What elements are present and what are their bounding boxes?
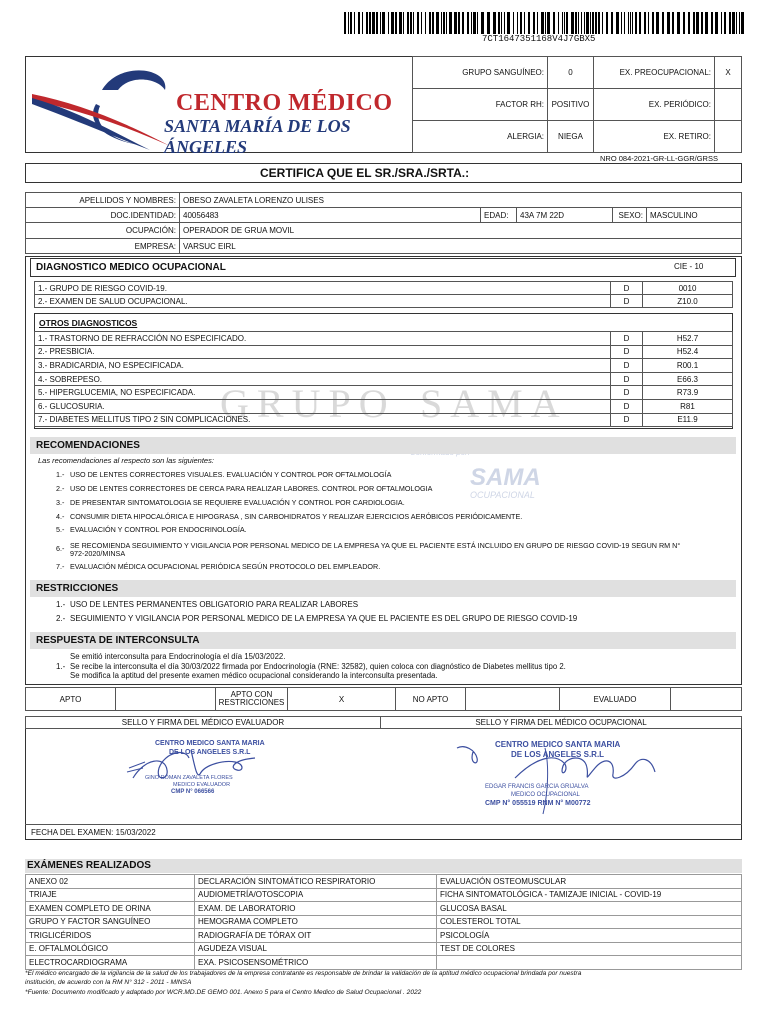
barcode-bar	[732, 12, 735, 34]
left-signature-icon	[125, 738, 285, 808]
barcode-bar	[413, 12, 414, 34]
barcode-bar	[644, 12, 646, 34]
recomendacion-text: EVALUACIÓN MÉDICA OCUPACIONAL PERIÓDICA SEGÚN PROTOCOLO DEL EMPLEADOR.	[70, 562, 381, 571]
barcode-bar	[446, 12, 447, 34]
examen-cell: PSICOLOGÍA	[436, 928, 742, 943]
examen-cell: FICHA SINTOMATOLÓGICA - TAMIZAJE INICIAL - COVID-19	[436, 888, 742, 903]
apto-value	[115, 687, 216, 711]
barcode-bar	[724, 12, 726, 34]
barcode-bar	[417, 12, 419, 34]
footnote: *Fuente: Documento modificado y adaptado por WCR.MD.DE GEMO 001. Anexo 5 para el Centro Medico de Salud Ocupacional . 2022	[25, 989, 422, 996]
otros-diag-flag: D	[610, 331, 643, 346]
examen-cell: HEMOGRAMA COMPLETO	[194, 915, 437, 930]
barcode-code: 7CT1647351168V4J7GBX5	[482, 34, 596, 44]
barcode-bar	[388, 12, 389, 34]
examen-cell: TRIGLICÉRIDOS	[25, 928, 195, 943]
barcode-bar	[391, 12, 394, 34]
evaluado-value	[670, 687, 742, 711]
examen-cell: AGUDEZA VISUAL	[194, 942, 437, 957]
periodico-label: EX. PERIÓDICO:	[593, 88, 715, 121]
barcode-bar	[590, 12, 591, 34]
apto-restricciones-line2: RESTRICCIONES	[218, 698, 285, 707]
interconsulta-line: Se emitió interconsulta para Endocrinología el día 15/03/2022.	[70, 652, 286, 661]
restriccion-number: 1.-	[56, 600, 66, 609]
barcode-bar	[598, 12, 600, 34]
cie-label: CIE - 10	[674, 262, 704, 271]
left-stamp-role: MEDICO EVALUADOR	[173, 782, 231, 788]
barcode-bar	[528, 12, 530, 34]
nro-document: NRO 084-2021-GR-LL-GGR/GRSS	[600, 154, 718, 163]
recomendacion-number: 6.-	[56, 544, 65, 553]
right-stamp-name: EDGAR FRANCIS GARCIA GRIJALVA	[485, 784, 589, 790]
barcode-bar	[606, 12, 608, 34]
barcode-bar	[628, 12, 629, 34]
barcode-bar	[672, 12, 674, 34]
barcode-bar	[380, 12, 381, 34]
barcode-bar	[471, 12, 472, 34]
otros-diag-text: 6.- GLUCOSURIA.	[34, 399, 611, 414]
otros-diag-text: 3.- BRADICARDIA, NO ESPECIFICADA.	[34, 358, 611, 373]
examen-cell: E. OFTALMOLÓGICO	[25, 942, 195, 957]
otros-diag-text: 4.- SOBREPESO.	[34, 372, 611, 387]
examen-cell: ANEXO 02	[25, 874, 195, 889]
barcode-bar	[507, 12, 510, 34]
barcode-bar	[443, 12, 445, 34]
barcode-bar	[350, 12, 352, 34]
otros-diag-code: E11.9	[642, 413, 733, 428]
barcode-bar	[566, 12, 568, 34]
barcode-bar	[578, 12, 579, 34]
barcode-bar	[421, 12, 422, 34]
interconsulta-line: Se recibe la interconsulta el día 30/03/2022 firmada por Endocrinología (RNE: 32582), quien coloca con diagnóstico de Diabetes mellitus tipo 2.	[70, 661, 566, 671]
barcode-bar	[473, 12, 476, 34]
otros-diag-flag: D	[610, 385, 643, 400]
right-signature-icon	[455, 738, 665, 818]
barcode-bar	[429, 12, 431, 34]
barcode-bar	[635, 12, 637, 34]
barcode-bar	[662, 12, 664, 34]
barcode-bar	[533, 12, 535, 34]
retiro-label: EX. RETIRO:	[593, 120, 715, 153]
otros-diag-text: 7.- DIABETES MELLITUS TIPO 2 SIN COMPLICACIONES.	[34, 413, 611, 428]
barcode-bar	[403, 12, 404, 34]
barcode-bar	[584, 12, 585, 34]
examen-cell: DECLARACIÓN SINTOMÁTICO RESPIRATORIO	[194, 874, 437, 889]
recomendaciones-header	[30, 437, 736, 454]
recomendacion-text: EVALUACIÓN Y CONTROL POR ENDOCRINOLOGÍA.	[70, 525, 247, 534]
barcode-bar	[621, 12, 622, 34]
examen-cell: TRIAJE	[25, 888, 195, 903]
examen-cell: EXA. PSICOSENSOMÉTRICO	[194, 955, 437, 970]
diag-flag: D	[610, 281, 643, 295]
barcode-bar	[487, 12, 490, 34]
barcode-bar	[358, 12, 360, 34]
right-stamp-role: MEDICO OCUPACIONAL	[511, 792, 580, 798]
logo-line1: CENTRO MÉDICO	[176, 90, 393, 116]
diag-code: Z10.0	[642, 294, 733, 308]
examen-cell: GLUCOSA BASAL	[436, 901, 742, 916]
barcode-bar	[454, 12, 457, 34]
otros-diag-flag: D	[610, 399, 643, 414]
barcode-bar	[696, 12, 699, 34]
diag-text: 2.- EXAMEN DE SALUD OCUPACIONAL.	[34, 294, 611, 308]
barcode-bar	[382, 12, 385, 34]
empresa-value: VARSUC EIRL	[179, 238, 742, 254]
barcode-bar	[558, 12, 559, 34]
barcode-bar	[432, 12, 434, 34]
preocupacional-label: EX. PREOCUPACIONAL:	[593, 56, 715, 89]
barcode-bar	[395, 12, 397, 34]
recomendacion-text-cont: 972-2020/MINSA	[70, 549, 126, 558]
ocupacion-value: OPERADOR DE GRUA MOVIL	[179, 222, 742, 239]
recomendacion-text: USO DE LENTES CORRECTORES DE CERCA PARA REALIZAR LABORES. CONTROL POR OFTALMOLOGIA	[70, 484, 433, 493]
left-stamp-line2: DE LOS ANGELES S.R.L	[169, 749, 251, 756]
barcode-bar	[705, 12, 708, 34]
examen-cell: ELECTROCARDIOGRAMA	[25, 955, 195, 970]
otros-diag-code: H52.4	[642, 345, 733, 360]
recomendacion-number: 5.-	[56, 525, 65, 534]
barcode-bar	[520, 12, 522, 34]
doc-value: 40056483	[179, 207, 481, 223]
recomendacion-number: 7.-	[56, 562, 65, 571]
interconsulta-header	[30, 632, 736, 649]
right-stamp	[455, 738, 665, 818]
barcode-bar	[344, 12, 346, 34]
barcode-bar	[602, 12, 603, 34]
interconsulta-line: Se modifica la aptitud del presente examen médico ocupacional considerando la interconsulta presentada.	[70, 671, 438, 680]
recomendacion-number: 2.-	[56, 484, 65, 493]
no-apto-label: NO APTO	[395, 687, 466, 711]
recomendaciones-title: RECOMENDACIONES	[36, 440, 140, 451]
preocupacional-value: X	[714, 56, 742, 89]
right-stamp-line2: DE LOS ANGELES S.R.L	[511, 750, 605, 759]
alergia-value: NIEGA	[547, 120, 594, 153]
otros-diag-code: R00.1	[642, 358, 733, 373]
empresa-label: EMPRESA:	[25, 238, 180, 254]
recomendacion-number: 3.-	[56, 498, 65, 507]
barcode-bar	[616, 12, 619, 34]
barcode-bar	[677, 12, 680, 34]
barcode-bar	[624, 12, 625, 34]
otros-diag-flag: D	[610, 413, 643, 428]
watermark-grupo: GRUPO	[220, 381, 396, 426]
diag-text: 1.- GRUPO DE RIESGO COVID-19.	[34, 281, 611, 295]
grupo-value: 0	[547, 56, 594, 89]
barcode-bar	[741, 12, 744, 34]
barcode	[344, 12, 746, 34]
examen-cell: EVALUACIÓN OSTEOMUSCULAR	[436, 874, 742, 889]
barcode-bar	[348, 12, 349, 34]
recomendaciones-intro: Las recomendaciones al respecto son las siguientes:	[38, 456, 214, 465]
footnote: institución, de acuerdo con la RM N° 312 - 2011 - MINSA	[25, 979, 192, 986]
barcode-bar	[407, 12, 409, 34]
factor-value: POSITIVO	[547, 88, 594, 121]
barcode-bar	[701, 12, 703, 34]
grupo-label: GRUPO SANGUÍNEO:	[412, 56, 548, 89]
certificate-title: CERTIFICA QUE EL SR./SRA./SRTA.:	[260, 166, 470, 180]
recomendacion-text: CONSUMIR DIETA HIPOCALÓRICA E HIPOGRASA , SIN CARBOHIDRATOS Y REALIZAR EJERCICIOS AERÓBICOS PERIÓDICAMENTE.	[70, 512, 523, 521]
barcode-bar	[693, 12, 695, 34]
otros-diag-text: 5.- HIPERGLUCEMIA, NO ESPECIFICADA.	[34, 385, 611, 400]
edad-label: EDAD:	[480, 207, 517, 223]
restriccion-number: 2.-	[56, 614, 66, 623]
barcode-bar	[547, 12, 550, 34]
barcode-bar	[545, 12, 546, 34]
barcode-bar	[639, 12, 641, 34]
footnote: *El médico encargado de la vigilancia de la salud de los trabajadores de la empresa contratante es responsable de brindar la validación de la aptitud médico ocupacional brindada por nuestra	[25, 970, 582, 977]
sexo-value: MASCULINO	[646, 207, 742, 223]
barcode-bar	[711, 12, 713, 34]
examen-cell: EXAM. DE LABORATORIO	[194, 901, 437, 916]
examen-cell: AUDIOMETRÍA/OTOSCOPIA	[194, 888, 437, 903]
diag-code: 0010	[642, 281, 733, 295]
examen-cell	[436, 955, 742, 970]
right-stamp-cmp: CMP N° 055519 RNM N° M00772	[485, 800, 591, 807]
barcode-bar	[369, 12, 371, 34]
barcode-bar	[410, 12, 412, 34]
barcode-bar	[562, 12, 563, 34]
examen-cell: RADIOGRAFÍA DE TÓRAX OIT	[194, 928, 437, 943]
recomendacion-text: DE PRESENTAR SINTOMATOLOGIA SE REQUIERE EVALUACIÓN Y CONTROL POR CARDIOLOGIA.	[70, 498, 405, 507]
barcode-bar	[581, 12, 582, 34]
barcode-bar	[501, 12, 502, 34]
interconsulta-title: RESPUESTA DE INTERCONSULTA	[36, 635, 200, 646]
left-stamp	[125, 738, 285, 808]
logo	[30, 60, 410, 157]
recomendacion-number: 1.-	[56, 470, 65, 479]
apto-restricciones-line1: APTO CON	[230, 690, 273, 699]
barcode-bar	[376, 12, 378, 34]
barcode-bar	[504, 12, 505, 34]
restriccion-text: USO DE LENTES PERMANENTES OBLIGATORIO PARA REALIZAR LABORES	[70, 600, 359, 609]
right-stamp-line1: CENTRO MEDICO SANTA MARIA	[495, 740, 621, 749]
barcode-bar	[362, 12, 363, 34]
otros-diag-text: 2.- PRESBICIA.	[34, 345, 611, 360]
edad-value: 43A 7M 22D	[516, 207, 613, 223]
watermark-sama2: SAMA	[470, 464, 541, 491]
evaluado-label: EVALUADO	[559, 687, 671, 711]
barcode-bar	[553, 12, 555, 34]
nombres-label: APELLIDOS Y NOMBRES:	[25, 192, 180, 208]
barcode-bar	[739, 12, 740, 34]
watermark-sama: SAMA	[420, 381, 568, 426]
barcode-bar	[592, 12, 594, 34]
barcode-bar	[458, 12, 460, 34]
otros-diag-flag: D	[610, 345, 643, 360]
otros-diag-flag: D	[610, 372, 643, 387]
examen-cell: EXAMEN COMPLETO DE ORINA	[25, 901, 195, 916]
barcode-bar	[441, 12, 442, 34]
otros-diag-code: E66.3	[642, 372, 733, 387]
barcode-bar	[524, 12, 525, 34]
ocupacion-label: OCUPACIÓN:	[25, 222, 180, 239]
otros-diag-flag: D	[610, 358, 643, 373]
barcode-bar	[688, 12, 690, 34]
barcode-bar	[513, 12, 514, 34]
barcode-bar	[648, 12, 649, 34]
barcode-bar	[436, 12, 439, 34]
barcode-bar	[586, 12, 589, 34]
restricciones-header	[30, 580, 736, 597]
examen-cell: GRUPO Y FACTOR SANGUÍNEO	[25, 915, 195, 930]
barcode-bar	[498, 12, 500, 34]
barcode-bar	[517, 12, 518, 34]
examenes-title: EXÁMENES REALIZADOS	[27, 860, 151, 871]
barcode-bar	[372, 12, 375, 34]
apto-restricciones-value: X	[287, 687, 396, 711]
barcode-bar	[537, 12, 538, 34]
restricciones-title: RESTRICCIONES	[36, 583, 119, 594]
firma-left-title: SELLO Y FIRMA DEL MÉDICO EVALUADOR	[25, 716, 381, 729]
watermark-ocupacional: OCUPACIONAL	[470, 490, 535, 500]
recomendacion-text: USO DE LENTES CORRECTORES VISUALES. EVALUACIÓN Y CONTROL POR OFTALMOLOGÍA	[70, 470, 392, 479]
recomendacion-number: 4.-	[56, 512, 65, 521]
barcode-bar	[715, 12, 718, 34]
barcode-bar	[425, 12, 426, 34]
barcode-bar	[656, 12, 659, 34]
apto-restricciones-label	[215, 687, 288, 711]
diagnostico-title: DIAGNOSTICO MEDICO OCUPACIONAL	[36, 262, 226, 273]
recomendacion-text: SE RECOMIENDA SEGUIMIENTO Y VIGILANCIA POR PERSONAL MEDICO DE LA EMPRESA YA QUE EL PACIENTE ESTÁ INCLUIDO EN GRUPO DE RIESGO COVID-19 SEGUN RM N°	[70, 541, 681, 550]
left-stamp-line1: CENTRO MEDICO SANTA MARIA	[155, 740, 265, 747]
barcode-bar	[683, 12, 685, 34]
barcode-bar	[630, 12, 631, 34]
no-apto-value	[465, 687, 560, 711]
otros-diag-text: 1.- TRASTORNO DE REFRACCIÓN NO ESPECIFICADO.	[34, 331, 611, 346]
barcode-bar	[541, 12, 544, 34]
barcode-bar	[354, 12, 355, 34]
barcode-bar	[564, 12, 565, 34]
barcode-bar	[721, 12, 722, 34]
barcode-bar	[477, 12, 478, 34]
barcode-bar	[575, 12, 577, 34]
otros-title: OTROS DIAGNOSTICOS	[39, 318, 138, 328]
examen-cell: COLESTEROL TOTAL	[436, 915, 742, 930]
left-stamp-name: GINO ROMAN ZAVALETA FLORES	[145, 775, 233, 781]
barcode-bar	[449, 12, 452, 34]
left-stamp-cmp: CMP N° 066566	[171, 789, 215, 795]
barcode-bar	[611, 12, 613, 34]
barcode-bar	[481, 12, 484, 34]
barcode-bar	[493, 12, 496, 34]
fecha-examen: FECHA DEL EXAMEN: 15/03/2022	[31, 828, 156, 837]
barcode-bar	[729, 12, 731, 34]
diag-flag: D	[610, 294, 643, 308]
retiro-value	[714, 120, 742, 153]
barcode-bar	[595, 12, 597, 34]
nombres-value: OBESO ZAVALETA LORENZO ULISES	[179, 192, 742, 208]
barcode-bar	[571, 12, 574, 34]
firma-divider	[25, 824, 742, 825]
otros-diag-code: R73.9	[642, 385, 733, 400]
barcode-bar	[736, 12, 737, 34]
factor-label: FACTOR RH:	[412, 88, 548, 121]
logo-line2: SANTA MARÍA DE LOS ÁNGELES	[164, 116, 351, 157]
restriccion-text: SEGUIMIENTO Y VIGILANCIA POR PERSONAL MEDICO DE LA EMPRESA YA QUE EL PACIENTE ES DEL GRUPO DE RIESGO COVID-19	[70, 614, 578, 623]
barcode-bar	[632, 12, 633, 34]
barcode-bar	[462, 12, 464, 34]
otros-diag-code: R81	[642, 399, 733, 414]
alergia-label: ALERGIA:	[412, 120, 548, 153]
barcode-bar	[667, 12, 670, 34]
firma-right-title: SELLO Y FIRMA DEL MÉDICO OCUPACIONAL	[380, 716, 742, 729]
doc-label: DOC.IDENTIDAD:	[25, 207, 180, 223]
barcode-bar	[467, 12, 469, 34]
apto-label: APTO	[25, 687, 116, 711]
barcode-bar	[652, 12, 654, 34]
periodico-value	[714, 88, 742, 121]
barcode-bar	[366, 12, 368, 34]
interconsulta-number: 1.-	[56, 662, 66, 671]
examen-cell: TEST DE COLORES	[436, 942, 742, 957]
otros-diag-code: H52.7	[642, 331, 733, 346]
sexo-label: SEXO:	[612, 207, 647, 223]
barcode-bar	[399, 12, 402, 34]
